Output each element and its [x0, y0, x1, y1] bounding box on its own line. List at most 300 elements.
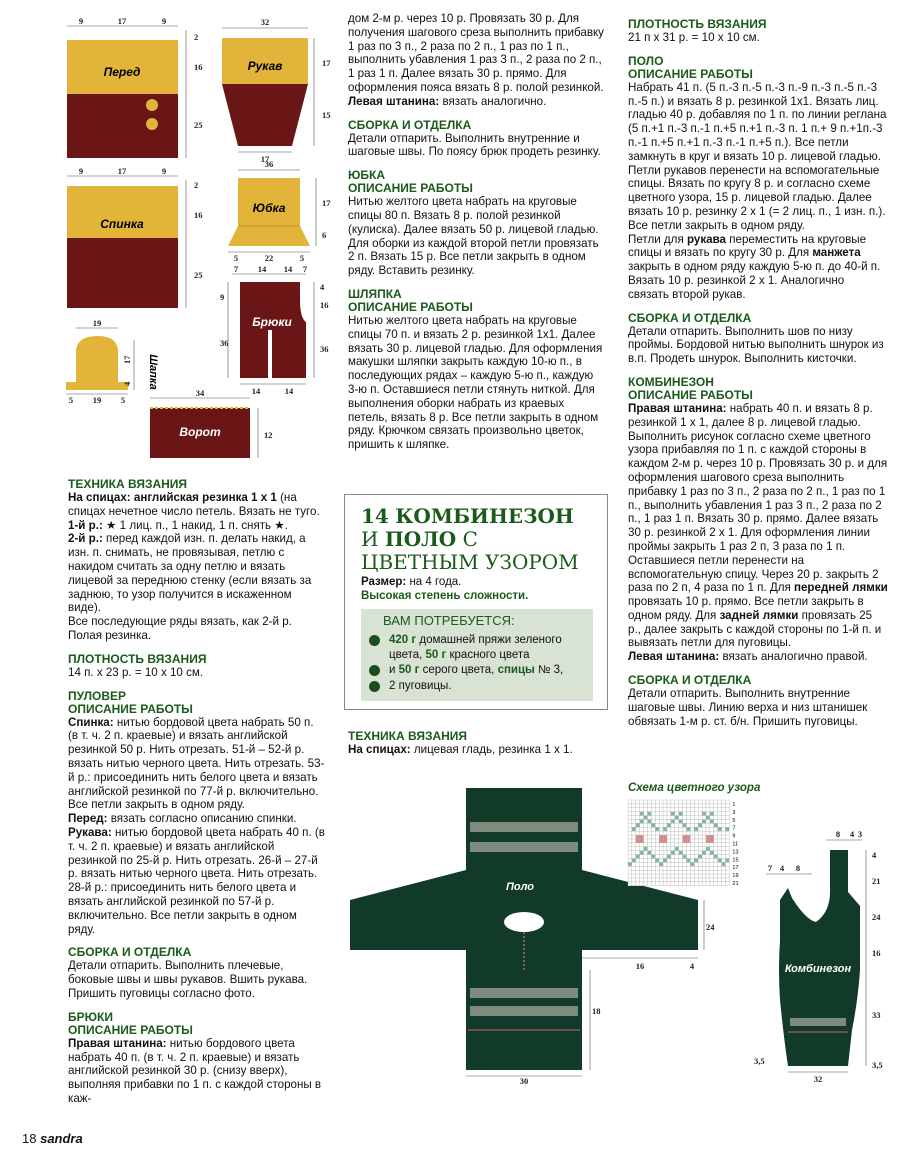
chart-cell [726, 812, 730, 816]
chart-cell [659, 812, 663, 816]
chart-cell [636, 855, 640, 859]
chart-cell [690, 847, 694, 851]
chart-cell [714, 820, 718, 824]
chart-cell [710, 866, 714, 870]
dim-pered-r-1: 2 [194, 32, 199, 42]
chart-cell [655, 874, 659, 878]
chart-cell [644, 870, 648, 874]
chart-cell [679, 855, 683, 859]
chart-cell [640, 878, 644, 882]
chart-cell [683, 816, 687, 820]
chart-cell [694, 808, 698, 812]
chart-cell [655, 851, 659, 855]
chart-cell [694, 859, 698, 863]
chart-cell [632, 843, 636, 847]
chart-cell [706, 870, 710, 874]
chart-cell [628, 812, 632, 816]
chart-cell [726, 800, 730, 804]
materials-item [367, 679, 589, 694]
chart-cell [651, 882, 655, 886]
label-yubka: Юбка [252, 201, 286, 215]
chart-cell [628, 808, 632, 812]
chart-cell [722, 808, 726, 812]
chart-cell [710, 847, 714, 851]
chart-cell [690, 812, 694, 816]
chart-cell [640, 812, 644, 816]
chart-cell [683, 808, 687, 812]
chart-cell [690, 808, 694, 812]
chart-cell [710, 812, 714, 816]
chart-cell [726, 851, 730, 855]
komb-back-strap-label: задней лямки [719, 608, 799, 622]
label-scheme: Схема цветного узора [628, 782, 761, 794]
chart-cell [632, 859, 636, 863]
chart-cell [675, 831, 679, 835]
diagram-kombinezon [754, 829, 883, 1084]
heading-skirt-desc: ОПИСАНИЕ РАБОТЫ [348, 181, 473, 196]
chart-cell [702, 835, 706, 839]
chart-cell [679, 823, 683, 827]
chart-cell [651, 862, 655, 866]
dim-komb-t2-2: 4 [779, 863, 785, 873]
tech-needles-label: На спицах: английская резинка 1 х 1 [68, 491, 277, 504]
chart-cell [632, 882, 636, 886]
chart-cell [690, 874, 694, 878]
chart-cell [726, 831, 730, 835]
chart-cell [694, 851, 698, 855]
chart-cell [687, 882, 691, 886]
chart-cell [671, 851, 675, 855]
chart-cell [679, 804, 683, 808]
dim-rukav-top: 32 [260, 17, 270, 27]
polo-text: Набрать 41 п. (5 п.-3 п.-5 п.-3 п.-9 п.-3 п.-5 п.-3 п.-5 п.) и вязать 8 р. резинкой 1х1. Вязать лиц. гладью 40 р. добавляя по 1 п. по линии реглана (5 п.+1 п.-3 п.-1 п.+5 п.+1 п.-3 п. 1 п.+ 9 п.+1п.-3 п.-1 п.+5 п.+1 п.-3 п.-1 п.+5 п.). Все петли замкнуть в круг и вязать 10 р. лицевой гладью. Петли рукавов перенести на вспомогательные спицы. Вязать по кругу 8 р. и согласно схеме цветного узора, 15 р. лицевой гладью. Далее вязать 10 р. резинку 2 х 1 (= 2 лиц. п., 1 изн. п.). Все петли закрыть в одном ряду. [628, 80, 887, 232]
chart-cell [702, 816, 706, 820]
chart-cell [663, 823, 667, 827]
chart-cell [667, 804, 671, 808]
chart-cell [687, 847, 691, 851]
chart-cell [675, 823, 679, 827]
dim-spinka-top-3: 9 [161, 166, 167, 176]
chart-cell [683, 851, 687, 855]
chart-cell [651, 855, 655, 859]
polo-sleeve-text-1: Петли для [628, 232, 687, 246]
chart-cell [636, 843, 640, 847]
chart-cell [683, 874, 687, 878]
chart-cell [690, 843, 694, 847]
chart-cell [628, 820, 632, 824]
chart-cell [659, 870, 663, 874]
pullover-back-text: нитью бордовой цвета набрать 50 п. (в т. ч. 2 п. краевые) и вязать английской резинкой 50 р. Нить отрезать. 51-й – 52-й р. вязать нитью черного цвета. Нить отрезать. 53-й р.: присоединить нить белого цвета и вязать английской резинкой по 77-й р. включительно. Все петли закрыть в одном ряду. [68, 715, 325, 812]
chart-row-number: 19 [732, 873, 739, 880]
chart-cell [694, 870, 698, 874]
heading-technique-2: ТЕХНИКА ВЯЗАНИЯ [348, 729, 468, 743]
chart-cell [667, 882, 671, 886]
chart-cell [663, 851, 667, 855]
chart-cell [671, 839, 675, 843]
chart-cell [648, 874, 652, 878]
chart-cell [687, 816, 691, 820]
chart-cell [655, 855, 659, 859]
chart-cell [640, 870, 644, 874]
chart-cell [648, 804, 652, 808]
chart-cell [648, 808, 652, 812]
chart-cell [655, 831, 659, 835]
chart-cell [726, 866, 730, 870]
dim-polo-sleeve-2: 4 [689, 961, 695, 971]
chart-cell [694, 812, 698, 816]
chart-cell [722, 859, 726, 863]
chart-cell [706, 839, 710, 843]
chart-cell [718, 843, 722, 847]
chart-cell [722, 839, 726, 843]
chart-cell [687, 855, 691, 859]
chart-cell [651, 878, 655, 882]
chart-cell [710, 855, 714, 859]
chart-cell [722, 831, 726, 835]
chart-cell [683, 878, 687, 882]
chart-cell [636, 820, 640, 824]
diagram-pered [67, 16, 203, 158]
chart-cell [718, 835, 722, 839]
chart-cell [694, 835, 698, 839]
chart-cell [648, 812, 652, 816]
chart-cell [667, 831, 671, 835]
chart-cell [722, 866, 726, 870]
chart-cell [655, 827, 659, 831]
chart-cell [667, 870, 671, 874]
dim-vorot-top: 34 [195, 388, 205, 398]
trousers-left-label: Левая штанина: [348, 94, 440, 108]
chart-cell [667, 862, 671, 866]
chart-cell [648, 882, 652, 886]
chart-cell [636, 866, 640, 870]
chart-cell [710, 820, 714, 824]
chart-cell [714, 831, 718, 835]
chart-row-number: 13 [732, 849, 739, 856]
label-vorot: Ворот [179, 425, 221, 439]
tech-row2-label: 2-й р.: [68, 532, 103, 546]
chart-cell [702, 855, 706, 859]
chart-cell [671, 816, 675, 820]
chart-cell [714, 878, 718, 882]
chart-cell [667, 839, 671, 843]
chart-cell [667, 866, 671, 870]
komb-front-strap-label: передней лямки [793, 581, 888, 595]
chart-cell [636, 835, 640, 839]
chart-cell [640, 862, 644, 866]
chart-cell [644, 816, 648, 820]
chart-cell [710, 827, 714, 831]
chart-cell [648, 835, 652, 839]
chart-cell [644, 812, 648, 816]
dim-polo-r-2: 18 [592, 1006, 601, 1016]
chart-cell [718, 859, 722, 863]
chart-cell [683, 866, 687, 870]
chart-cell [659, 823, 663, 827]
chart-cell [714, 835, 718, 839]
diagram-vorot [150, 388, 273, 458]
chart-cell [628, 823, 632, 827]
chart-cell [636, 862, 640, 866]
chart-cell [671, 862, 675, 866]
trousers-left-text: вязать аналогично. [439, 94, 547, 108]
dim-komb-r-2: 21 [872, 876, 881, 886]
chart-cell [632, 800, 636, 804]
chart-cell [640, 820, 644, 824]
chart-cell [648, 843, 652, 847]
heading-hat: ШЛЯПКА [348, 286, 402, 301]
chart-cell [644, 823, 648, 827]
chart-cell [679, 882, 683, 886]
chart-cell [628, 866, 632, 870]
chart-cell [726, 862, 730, 866]
chart-cell [679, 827, 683, 831]
chart-cell [706, 820, 710, 824]
tech-row1-label: 1-й р.: [68, 518, 103, 532]
chart-cell [651, 859, 655, 863]
chart-row-number: 5 [732, 817, 736, 824]
chart-cell [698, 820, 702, 824]
chart-cell [659, 847, 663, 851]
chart-cell [679, 859, 683, 863]
chart-cell [683, 831, 687, 835]
chart-cell [671, 870, 675, 874]
chart-cell [663, 874, 667, 878]
label-polo: Поло [505, 881, 535, 893]
chart-cell [636, 839, 640, 843]
chart-cell [690, 859, 694, 863]
chart-cell [659, 862, 663, 866]
chart-cell [714, 816, 718, 820]
chart-cell [671, 859, 675, 863]
pullover-front-label: Перед: [68, 812, 108, 826]
materials-heading: ВАМ ПОТРЕБУЕТСЯ: [383, 613, 515, 628]
chart-cell [675, 812, 679, 816]
chart-cell [718, 874, 722, 878]
chart-cell [663, 855, 667, 859]
chart-cell [644, 855, 648, 859]
chart-cell [702, 851, 706, 855]
chart-cell [640, 823, 644, 827]
chart-cell [651, 847, 655, 851]
chart-cell [679, 851, 683, 855]
chart-cell [632, 812, 636, 816]
heading-trousers-desc: ОПИСАНИЕ РАБОТЫ [68, 1022, 193, 1037]
chart-cell [722, 823, 726, 827]
chart-cell [702, 823, 706, 827]
chart-cell [663, 839, 667, 843]
chart-cell [714, 855, 718, 859]
chart-cell [675, 839, 679, 843]
project-number: 14 [361, 504, 389, 528]
chart-cell [710, 878, 714, 882]
heading-polo: ПОЛО [628, 53, 664, 68]
chart-cell [722, 804, 726, 808]
chart-cell [687, 870, 691, 874]
diagram-bryuki [220, 264, 329, 396]
chart-cell [679, 878, 683, 882]
chart-cell [718, 808, 722, 812]
chart-cell [698, 831, 702, 835]
chart-cell [644, 804, 648, 808]
chart-cell [655, 866, 659, 870]
chart-cell [718, 823, 722, 827]
komb-left-text: вязать аналогично правой. [719, 650, 868, 664]
dim-shapka-r-2: 4 [122, 381, 132, 386]
chart-cell [690, 878, 694, 882]
chart-row-number: 7 [732, 825, 736, 832]
chart-cell [671, 808, 675, 812]
polo-sleeve-text-3: закрыть в одном ряду каждую 5-ю п. до 40-й п. Вязать 10 р. резинкой 2 х 1. Аналогично связать второй рукав. [628, 260, 881, 301]
chart-cell [722, 847, 726, 851]
chart-row-number: 1 [732, 802, 736, 808]
chart-cell [648, 862, 652, 866]
dim-pered-top-2: 17 [117, 16, 127, 26]
chart-cell [706, 800, 710, 804]
dim-polo-sleeve-1: 16 [635, 961, 645, 971]
tech-rows-text: Все последующие ряды вязать, как 2-й р. [68, 615, 292, 629]
trousers-cont-text: дом 2-м р. через 10 р. Провязать 30 р. Для получения шагового среза выполнить прибавку 1 раз по 3 п., 2 раза по 2 п., 1 раз по 1 п., выполнить убавления 1 раз 3 п., 2 раза по 2 п., 1 раз 1 п. Далее вязать 30 р. прямо. Для оформления пояса вязать 8 р. полой резинкой. [348, 12, 604, 94]
chart-cell [690, 851, 694, 855]
pullover-front-text: вязать согласно описанию спинки. [107, 812, 297, 826]
chart-cell [632, 820, 636, 824]
chart-cell [675, 800, 679, 804]
chart-cell [651, 874, 655, 878]
chart-cell [659, 839, 663, 843]
dim-shapka-b-1: 5 [68, 395, 74, 405]
chart-cell [651, 827, 655, 831]
chart-cell [722, 878, 726, 882]
dim-bryuki-t-1: 7 [233, 264, 239, 274]
chart-row-number: 11 [732, 841, 739, 848]
heading-pullover-desc: ОПИСАНИЕ РАБОТЫ [68, 701, 193, 716]
chart-cell [694, 847, 698, 851]
chart-cell [687, 820, 691, 824]
chart-cell [683, 800, 687, 804]
chart-cell [726, 820, 730, 824]
chart-cell [667, 835, 671, 839]
chart-cell [706, 835, 710, 839]
title-color: С ЦВЕТНЫМ УЗОРОМ [361, 527, 579, 574]
chart-cell [659, 808, 663, 812]
chart-cell [718, 820, 722, 824]
chart-cell [648, 823, 652, 827]
materials-list [367, 633, 589, 694]
chart-cell [651, 823, 655, 827]
chart-cell [667, 878, 671, 882]
tech2-text: лицевая гладь, резинка 1 х 1. [410, 743, 573, 756]
chart-cell [636, 812, 640, 816]
chart-cell [636, 808, 640, 812]
chart-cell [710, 816, 714, 820]
dim-polo-bottom: 30 [519, 1076, 529, 1086]
chart-cell [690, 866, 694, 870]
chart-cell [671, 827, 675, 831]
chart-cell [683, 870, 687, 874]
label-shapka: Шапка [147, 354, 159, 390]
chart-cell [683, 847, 687, 851]
chart-cell [632, 866, 636, 870]
chart-cell [659, 804, 663, 808]
chart-row-number: 17 [732, 865, 739, 872]
chart-cell [636, 859, 640, 863]
chart-cell [640, 859, 644, 863]
chart-cell [690, 839, 694, 843]
dim-spinka-top-2: 17 [117, 166, 127, 176]
chart-cell [722, 843, 726, 847]
chart-cell [671, 874, 675, 878]
chart-cell [651, 800, 655, 804]
chart-cell [648, 866, 652, 870]
chart-cell [702, 804, 706, 808]
chart-cell [710, 800, 714, 804]
buttons-text: 2 пуговицы. [389, 679, 452, 692]
chart-cell [663, 866, 667, 870]
materials-item [367, 663, 589, 678]
chart-cell [722, 851, 726, 855]
chart-cell [651, 808, 655, 812]
chart-cell [687, 859, 691, 863]
chart-cell [628, 847, 632, 851]
chart-cell [694, 820, 698, 824]
chart-cell [718, 827, 722, 831]
chart-cell [722, 882, 726, 886]
chart-cell [726, 870, 730, 874]
chart-cell [698, 808, 702, 812]
chart-cell [640, 827, 644, 831]
chart-cell [726, 839, 730, 843]
chart-cell [679, 816, 683, 820]
chart-cell [655, 812, 659, 816]
tech-row1-text: ★ 1 лиц. п., 1 накид, 1 п. снять ★. [102, 518, 288, 532]
chart-cell [663, 816, 667, 820]
pullover-back-label: Спинка: [68, 715, 114, 729]
chart-cell [632, 823, 636, 827]
chart-cell [702, 878, 706, 882]
assembly-3-text: Детали отпарить. Выполнить шов по низу проймы. Бордовой нитью выполнить шнурок из в.п. Продеть шнурок. Выполнить кисточки. [628, 324, 884, 366]
chart-cell [710, 874, 714, 878]
chart-cell [636, 823, 640, 827]
chart-cell [648, 827, 652, 831]
chart-cell [659, 874, 663, 878]
yarn-red-weight: 50 г [425, 648, 447, 661]
chart-cell [698, 827, 702, 831]
chart-cell [675, 859, 679, 863]
chart-cell [683, 839, 687, 843]
chart-cell [714, 800, 718, 804]
dim-pered-top-3: 9 [161, 16, 167, 26]
chart-cell [655, 808, 659, 812]
dim-spinka-r-3: 25 [194, 270, 203, 280]
chart-cell [640, 804, 644, 808]
chart-cell [663, 862, 667, 866]
chart-cell [663, 878, 667, 882]
size-value: на 4 года. [406, 576, 462, 588]
size-info [361, 575, 601, 603]
dim-shapka-b-3: 5 [120, 395, 126, 405]
chart-cell [675, 843, 679, 847]
chart-cell [722, 855, 726, 859]
chart-cell [706, 823, 710, 827]
chart-cell [679, 812, 683, 816]
chart-cell [679, 800, 683, 804]
dim-komb-r-6: 3,5 [872, 1060, 883, 1070]
chart-cell [667, 847, 671, 851]
chart-cell [718, 862, 722, 866]
dim-yubka-r-1: 17 [322, 198, 331, 208]
chart-cell [687, 831, 691, 835]
chart-cell [636, 847, 640, 851]
